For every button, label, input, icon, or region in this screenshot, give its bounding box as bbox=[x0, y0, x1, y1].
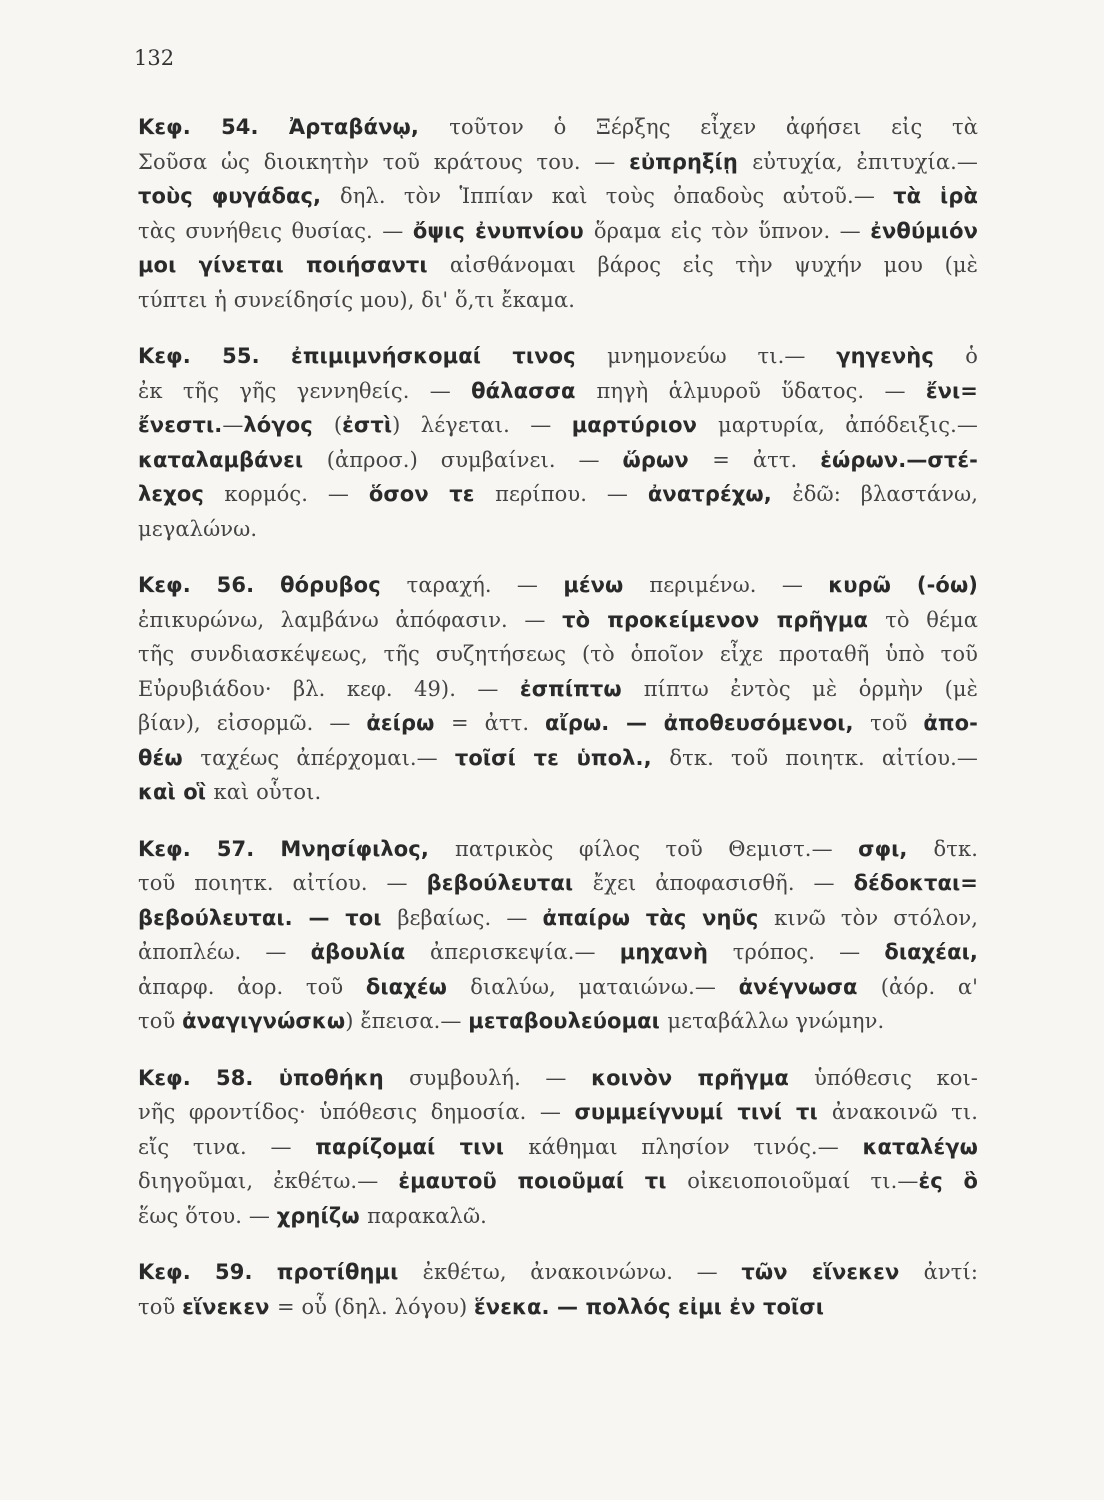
bold-term: ἐστὶ bbox=[342, 413, 393, 437]
gloss-text: βίαν), εἰσορμῶ. — bbox=[138, 711, 367, 735]
bold-term: παρίζομαί τινι bbox=[315, 1134, 529, 1159]
gloss-text: τοῦ ποιητκ. αἰτίου. — bbox=[138, 871, 427, 895]
gloss-text: κορμός. — bbox=[224, 482, 369, 506]
text-line bbox=[138, 1130, 978, 1165]
text-line bbox=[138, 512, 978, 547]
gloss-text: ἐκθέτω, ἀνακοινώνω. — bbox=[422, 1260, 742, 1284]
text-line bbox=[138, 1255, 978, 1290]
gloss-text: πηγὴ ἁλμυροῦ ὕδατος. — bbox=[596, 378, 926, 403]
bold-term: Κεφ. 59. προτίθημι bbox=[138, 1260, 423, 1284]
gloss-text: δτκ. τοῦ ποιητκ. αἰτίου.— bbox=[669, 745, 978, 770]
gloss-text: πίπτω ἐντὸς μὲ ὁρμὴν (μὲ bbox=[643, 676, 978, 701]
gloss-text: εὐτυχία, ἐπιτυχία.— bbox=[752, 149, 979, 174]
bold-term: βεβούλευται bbox=[426, 871, 593, 895]
gloss-text: ἐπικυρώνω, λαμβάνω ἀπόφασιν. — bbox=[138, 607, 563, 632]
bold-term: γηγενὴς bbox=[836, 344, 966, 368]
gloss-text: (ἀπροσ.) συμβαίνει. — bbox=[326, 447, 623, 472]
gloss-text: ἀντί: bbox=[923, 1260, 979, 1284]
gloss-text: δηλ. τὸν Ἱππίαν καὶ τοὺς ὀπαδοὺς αὐτοῦ.— bbox=[340, 184, 894, 208]
bold-term: μοι γίνεται ποιήσαντι bbox=[138, 253, 450, 277]
text-line bbox=[138, 145, 978, 180]
bold-term: τὸ προκείμενον πρῆγμα bbox=[562, 607, 886, 632]
bold-term: χρηίζω bbox=[276, 1203, 368, 1228]
gloss-text: τύπτει ἡ συνείδησίς μου), δι' ὅ,τι ἔκαμα. bbox=[138, 287, 576, 312]
gloss-text: τοῦ bbox=[138, 1294, 183, 1319]
bold-term: ἀνατρέχω, bbox=[647, 482, 793, 506]
gloss-text: Εὐρυβιάδου· βλ. κεφ. 49). — bbox=[138, 676, 520, 701]
bold-term: αἴρω. — ἀποθευσόμενοι, bbox=[545, 711, 871, 735]
gloss-text: νῆς φροντίδος· ὑπόθεσις δημοσία. — bbox=[138, 1100, 575, 1124]
gloss-text: ἀποπλέω. — bbox=[138, 940, 311, 964]
bold-term: ἔνεστι. bbox=[138, 413, 223, 437]
bold-term: Κεφ. 57. Μνησίφιλος, bbox=[138, 836, 455, 861]
bold-term: ἑώρων.—στέ- bbox=[820, 447, 978, 472]
bold-term: ἐσπίπτω bbox=[519, 676, 644, 701]
text-line bbox=[138, 1095, 978, 1130]
bold-term: καταλέγω bbox=[862, 1134, 978, 1159]
text-line bbox=[138, 706, 978, 741]
gloss-text: περίπου. — bbox=[495, 482, 648, 506]
gloss-text: τῆς συνδιασκέψεως, τῆς συζητήσεως (τὸ ὁποῖον εἶχε προταθῆ ὑπὸ τοῦ bbox=[138, 642, 978, 666]
gloss-text: ἔχει ἀποφασισθῆ. — bbox=[592, 871, 854, 895]
bold-term: διαχέω bbox=[365, 974, 471, 999]
bold-term: τοῖσί τε ὑπολ., bbox=[454, 745, 670, 770]
gloss-text: διηγοῦμαι, ἐκθέτω.— bbox=[138, 1169, 399, 1193]
text-line bbox=[138, 248, 978, 283]
paragraph-kef-54 bbox=[138, 110, 978, 317]
gloss-text: συμβουλή. — bbox=[409, 1065, 592, 1090]
bold-term: ἀβουλία bbox=[310, 940, 431, 964]
gloss-text: μεγαλώνω. bbox=[138, 516, 258, 541]
text-line bbox=[138, 110, 978, 145]
gloss-text: καὶ οὗτοι. bbox=[213, 780, 322, 804]
gloss-text: ) ἔπεισα.— bbox=[345, 1009, 469, 1033]
page-number: 132 bbox=[134, 46, 175, 70]
bold-term: ἀναγιγνώσκω bbox=[182, 1009, 346, 1033]
gloss-text: ὅραμα εἰς τὸν ὕπνον. — bbox=[593, 218, 871, 243]
text-line bbox=[138, 408, 978, 443]
gloss-text: ἀνακοινῶ τι. bbox=[831, 1100, 978, 1124]
bold-term: εὐπρηξίῃ bbox=[629, 149, 753, 174]
text-line bbox=[138, 832, 978, 867]
gloss-text: ὁ bbox=[965, 344, 979, 368]
gloss-text: — bbox=[222, 413, 244, 437]
gloss-text: = οὗ (δηλ. λόγου) bbox=[277, 1294, 475, 1319]
gloss-text: δτκ. bbox=[933, 836, 978, 861]
paragraph-kef-58 bbox=[138, 1061, 978, 1234]
bold-term: Κεφ. 54. Ἀρταβάνῳ, bbox=[138, 115, 450, 139]
text-line bbox=[138, 1199, 978, 1234]
gloss-text: = ἀττ. bbox=[450, 711, 546, 735]
text-line bbox=[138, 1164, 978, 1199]
gloss-text: ὑπόθεσις κοι- bbox=[814, 1065, 978, 1090]
gloss-text: ἐκ τῆς γῆς γεννηθείς. — bbox=[138, 378, 472, 403]
text-line bbox=[138, 1061, 978, 1096]
bold-term: ἔνι= bbox=[925, 378, 978, 403]
bold-term: εἵνεκεν bbox=[182, 1294, 277, 1319]
gloss-text: ἕως ὅτου. — bbox=[138, 1203, 277, 1228]
gloss-text: τὰς συνήθεις θυσίας. — bbox=[138, 218, 413, 243]
gloss-text: ( bbox=[333, 413, 343, 437]
paragraph-kef-55 bbox=[138, 339, 978, 546]
text-line bbox=[138, 672, 978, 707]
bold-term: μηχανὴ bbox=[619, 940, 733, 964]
gloss-text: ἐδῶ: βλαστάνω, bbox=[792, 482, 978, 506]
bold-term: θέω bbox=[138, 745, 201, 770]
gloss-text: κινῶ τὸν στόλον, bbox=[774, 905, 978, 930]
bold-term: μαρτύριον bbox=[571, 413, 719, 437]
gloss-text: τοῦ bbox=[870, 711, 924, 735]
text-line bbox=[138, 901, 978, 936]
gloss-text: τὸ θέμα bbox=[885, 607, 978, 632]
bold-term: τὰ ἱρὰ bbox=[893, 184, 978, 208]
bold-term: συμμείγνυμί τινί τι bbox=[574, 1100, 832, 1124]
text-line bbox=[138, 1004, 978, 1039]
bold-term: ἐς ὃ bbox=[918, 1169, 979, 1193]
bold-term: μεταβουλεύομαι bbox=[468, 1009, 668, 1033]
paragraph-kef-57 bbox=[138, 832, 978, 1039]
bold-term: καταλαμβάνει bbox=[138, 447, 327, 472]
text-line bbox=[138, 775, 978, 810]
gloss-text: οἰκειοποιοῦμαί τι.— bbox=[687, 1169, 919, 1193]
gloss-text: Σοῦσα ὡς διοικητὴν τοῦ κράτους του. — bbox=[138, 149, 630, 174]
text-line bbox=[138, 283, 978, 318]
gloss-text: ἀπερισκεψία.— bbox=[430, 940, 620, 964]
bold-term: σφι, bbox=[858, 836, 934, 861]
text-line bbox=[138, 179, 978, 214]
text-line bbox=[138, 637, 978, 672]
text-line bbox=[138, 568, 978, 603]
text-line bbox=[138, 935, 978, 970]
text-line bbox=[138, 866, 978, 901]
gloss-text: ταχέως ἀπέρχομαι.— bbox=[200, 745, 455, 770]
gloss-text: αἰσθάνομαι βάρος εἰς τὴν ψυχήν μου (μὲ bbox=[449, 253, 978, 277]
bold-term: ἀείρω bbox=[366, 711, 451, 735]
text-line bbox=[138, 1290, 978, 1325]
text-line bbox=[138, 339, 978, 374]
gloss-text: κάθημαι πλησίον τινός.— bbox=[528, 1134, 863, 1159]
bold-term: τῶν εἵνεκεν bbox=[741, 1260, 924, 1284]
bold-term: ἕνεκα. — πολλός εἰμι ἐν τοῖσι bbox=[474, 1294, 825, 1319]
gloss-text: τοῦ bbox=[138, 1009, 183, 1033]
gloss-text: ταραχή. — bbox=[406, 573, 564, 597]
bold-term: Κεφ. 56. θόρυβος bbox=[138, 573, 407, 597]
text-line bbox=[138, 970, 978, 1005]
gloss-text: ἀπαρφ. ἀορ. τοῦ bbox=[138, 974, 366, 999]
gloss-text: παρακαλῶ. bbox=[367, 1203, 487, 1228]
bold-term: διαχέαι, bbox=[884, 940, 978, 964]
text-line bbox=[138, 443, 978, 478]
bold-term: ἀπαίρω τὰς νηῦς bbox=[542, 905, 775, 930]
gloss-text: = ἀττ. bbox=[712, 447, 821, 472]
bold-term: καὶ οἳ bbox=[138, 780, 214, 804]
text-line bbox=[138, 214, 978, 249]
bold-term: ὅσον τε bbox=[368, 482, 496, 506]
gloss-text: εἴς τινα. — bbox=[138, 1134, 316, 1159]
bold-term: τοὺς φυγάδας, bbox=[138, 184, 340, 208]
gloss-text: τρόπος. — bbox=[732, 940, 885, 964]
text-line bbox=[138, 603, 978, 638]
bold-term: θάλασσα bbox=[471, 378, 597, 403]
bold-term: ἐμαυτοῦ ποιοῦμαί τι bbox=[398, 1169, 688, 1193]
bold-term: ὥρων bbox=[622, 447, 713, 472]
gloss-text: μνημονεύω τι.— bbox=[607, 344, 837, 368]
bold-term: ὄψις ἐνυπνίου bbox=[412, 218, 594, 243]
bold-term: δέδοκται= bbox=[853, 871, 978, 895]
gloss-text: μεταβάλλω γνώμην. bbox=[667, 1009, 885, 1033]
gloss-text: πατρικὸς φίλος τοῦ Θεμιστ.— bbox=[455, 836, 859, 861]
body-text bbox=[138, 110, 978, 1346]
gloss-text: διαλύω, ματαιώνω.— bbox=[470, 974, 739, 999]
bold-term: βεβούλευται. — τοι bbox=[138, 905, 398, 930]
bold-term: κυρῶ (-όω) bbox=[828, 573, 978, 597]
bold-term: Κεφ. 55. ἐπιμιμνήσκομαί τινος bbox=[138, 344, 608, 368]
text-line bbox=[138, 477, 978, 512]
bold-term: μένω bbox=[563, 573, 650, 597]
gloss-text: τοῦτον ὁ Ξέρξης εἶχεν ἀφήσει εἰς τὰ bbox=[449, 115, 978, 139]
gloss-text: μαρτυρία, ἀπόδειξις.— bbox=[718, 413, 978, 437]
bold-term: ἀνέγνωσα bbox=[738, 974, 881, 999]
bold-term: Κεφ. 58. ὑποθήκη bbox=[138, 1065, 410, 1090]
gloss-text: περιμένω. — bbox=[649, 573, 829, 597]
bold-term: ἀπο- bbox=[923, 711, 978, 735]
bold-term: κοινὸν πρῆγμα bbox=[591, 1065, 815, 1090]
paragraph-kef-56 bbox=[138, 568, 978, 810]
bold-term: λεχος bbox=[138, 482, 225, 506]
text-line bbox=[138, 374, 978, 409]
bold-term: ἐνθύμιόν bbox=[870, 218, 979, 243]
gloss-text: ) λέγεται. — bbox=[392, 413, 572, 437]
gloss-text: βεβαίως. — bbox=[397, 905, 543, 930]
gloss-text: (ἀόρ. α' bbox=[880, 974, 979, 999]
paragraph-kef-59 bbox=[138, 1255, 978, 1324]
text-line bbox=[138, 741, 978, 776]
bold-term: λόγος bbox=[243, 413, 334, 437]
